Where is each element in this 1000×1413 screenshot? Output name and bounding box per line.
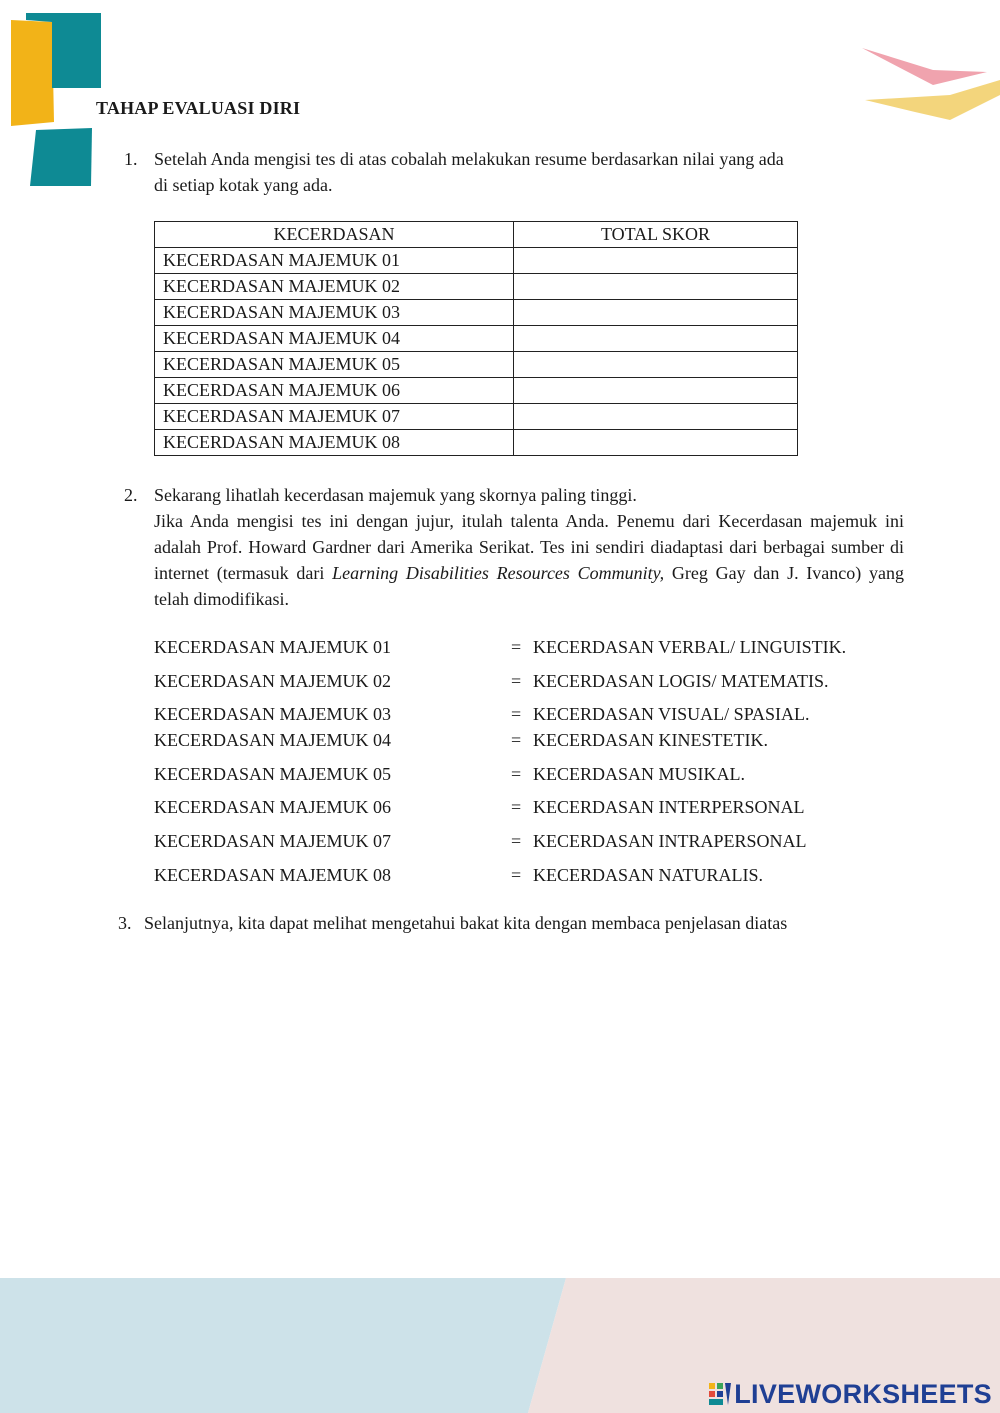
step-3-text: Selanjutnya, kita dapat melihat mengetahui bakat kita dengan membaca penjelasan diatas <box>144 913 788 933</box>
paragraph-italic-source: Learning Disabilities Resources Community, <box>332 563 665 583</box>
mapping-key: KECERDASAN MAJEMUK 02 <box>154 671 392 691</box>
score-cell[interactable] <box>514 326 798 352</box>
yellow-stripe-shape <box>865 80 1000 120</box>
mapping-key: KECERDASAN MAJEMUK 06 <box>154 797 392 817</box>
row-label: KECERDASAN MAJEMUK 05 <box>155 352 514 378</box>
step-2-number: 2. <box>124 485 138 505</box>
row-label: KECERDASAN MAJEMUK 06 <box>155 378 514 404</box>
header-kecerdasan: KECERDASAN <box>155 222 514 248</box>
table-row <box>155 274 798 300</box>
step-1-text <box>154 146 784 198</box>
row-label: KECERDASAN MAJEMUK 03 <box>155 300 514 326</box>
table-row <box>155 326 798 352</box>
row-label: KECERDASAN MAJEMUK 08 <box>155 430 514 456</box>
score-cell[interactable] <box>514 430 798 456</box>
score-cell[interactable] <box>514 248 798 274</box>
pink-stripe-shape <box>862 48 987 85</box>
table-row <box>155 300 798 326</box>
step-2-text <box>154 482 904 612</box>
mapping-equals: = <box>511 764 522 784</box>
mapping-key: KECERDASAN MAJEMUK 08 <box>154 865 392 885</box>
score-table <box>154 221 798 456</box>
step-1-line-1: Setelah Anda mengisi tes di atas cobalah melakukan resume berdasarkan nilai yang ada <box>154 149 784 169</box>
table-row <box>155 430 798 456</box>
mapping-equals: = <box>511 865 522 885</box>
mapping-value: KECERDASAN LOGIS/ MATEMATIS. <box>533 671 829 691</box>
mapping-key: KECERDASAN MAJEMUK 03 <box>154 704 392 724</box>
mapping-key: KECERDASAN MAJEMUK 05 <box>154 764 392 784</box>
mapping-equals: = <box>511 637 522 657</box>
mapping-value: KECERDASAN NATURALIS. <box>533 865 764 885</box>
row-label: KECERDASAN MAJEMUK 02 <box>155 274 514 300</box>
paragraph-text-start: Jika Anda mengisi tes ini dengan jujur, itulah talenta Anda. Penemu dari Kecerdasan majemuk ini adalah Prof. Howard Gardner dari Amerika Serikat. Tes ini sendiri diadaptasi dari berbagai sumber di internet (termasuk dari <box>154 511 904 583</box>
logo-text: LIVEWORKSHEETS <box>734 1378 992 1409</box>
mapping-value: KECERDASAN VISUAL/ SPASIAL. <box>533 704 810 724</box>
teal-small-shape <box>30 128 92 186</box>
paragraph-text-end: Greg Gay dan J. Ivanco) yang telah dimodifikasi. <box>154 563 904 609</box>
step-1-number: 1. <box>124 149 138 169</box>
row-label: KECERDASAN MAJEMUK 07 <box>155 404 514 430</box>
band-blue-shape <box>0 1278 566 1413</box>
score-table-header-row <box>155 222 798 248</box>
mapping-key: KECERDASAN MAJEMUK 01 <box>154 637 392 657</box>
score-cell[interactable] <box>514 378 798 404</box>
score-cell[interactable] <box>514 300 798 326</box>
mapping-value: KECERDASAN INTRAPERSONAL <box>533 831 807 851</box>
score-cell[interactable] <box>514 352 798 378</box>
liveworksheets-logo-icon <box>708 1381 732 1407</box>
mapping-value: KECERDASAN VERBAL/ LINGUISTIK. <box>533 637 847 657</box>
page-title: TAHAP EVALUASI DIRI <box>96 98 301 118</box>
row-label: KECERDASAN MAJEMUK 04 <box>155 326 514 352</box>
mapping-equals: = <box>511 831 522 851</box>
score-cell[interactable] <box>514 404 798 430</box>
row-label: KECERDASAN MAJEMUK 01 <box>155 248 514 274</box>
header-total-skor: TOTAL SKOR <box>514 222 798 248</box>
mapping-key: KECERDASAN MAJEMUK 07 <box>154 831 392 851</box>
step-2-paragraph <box>154 508 904 612</box>
step-3 <box>118 910 918 938</box>
mapping-value: KECERDASAN INTERPERSONAL <box>533 797 805 817</box>
yellow-block-shape <box>11 20 54 126</box>
mapping-equals: = <box>511 704 522 724</box>
mapping-value: KECERDASAN KINESTETIK. <box>533 730 768 750</box>
table-row <box>155 352 798 378</box>
table-row <box>155 378 798 404</box>
score-cell[interactable] <box>514 274 798 300</box>
mapping-equals: = <box>511 797 522 817</box>
liveworksheets-logo[interactable] <box>708 1376 992 1412</box>
table-row <box>155 248 798 274</box>
mapping-equals: = <box>511 730 522 750</box>
decorative-shapes-top-right <box>855 40 1000 130</box>
step-2-line-1: Sekarang lihatlah kecerdasan majemuk yang skornya paling tinggi. <box>154 485 637 505</box>
decorative-shapes-top-left <box>0 0 110 195</box>
step-2 <box>124 482 904 612</box>
step-1 <box>124 146 884 202</box>
mapping-value: KECERDASAN MUSIKAL. <box>533 764 746 784</box>
step-1-line-2: di setiap kotak yang ada. <box>154 175 333 195</box>
mapping-key: KECERDASAN MAJEMUK 04 <box>154 730 392 750</box>
mapping-equals: = <box>511 671 522 691</box>
step-3-number: 3. <box>118 913 132 933</box>
table-row <box>155 404 798 430</box>
